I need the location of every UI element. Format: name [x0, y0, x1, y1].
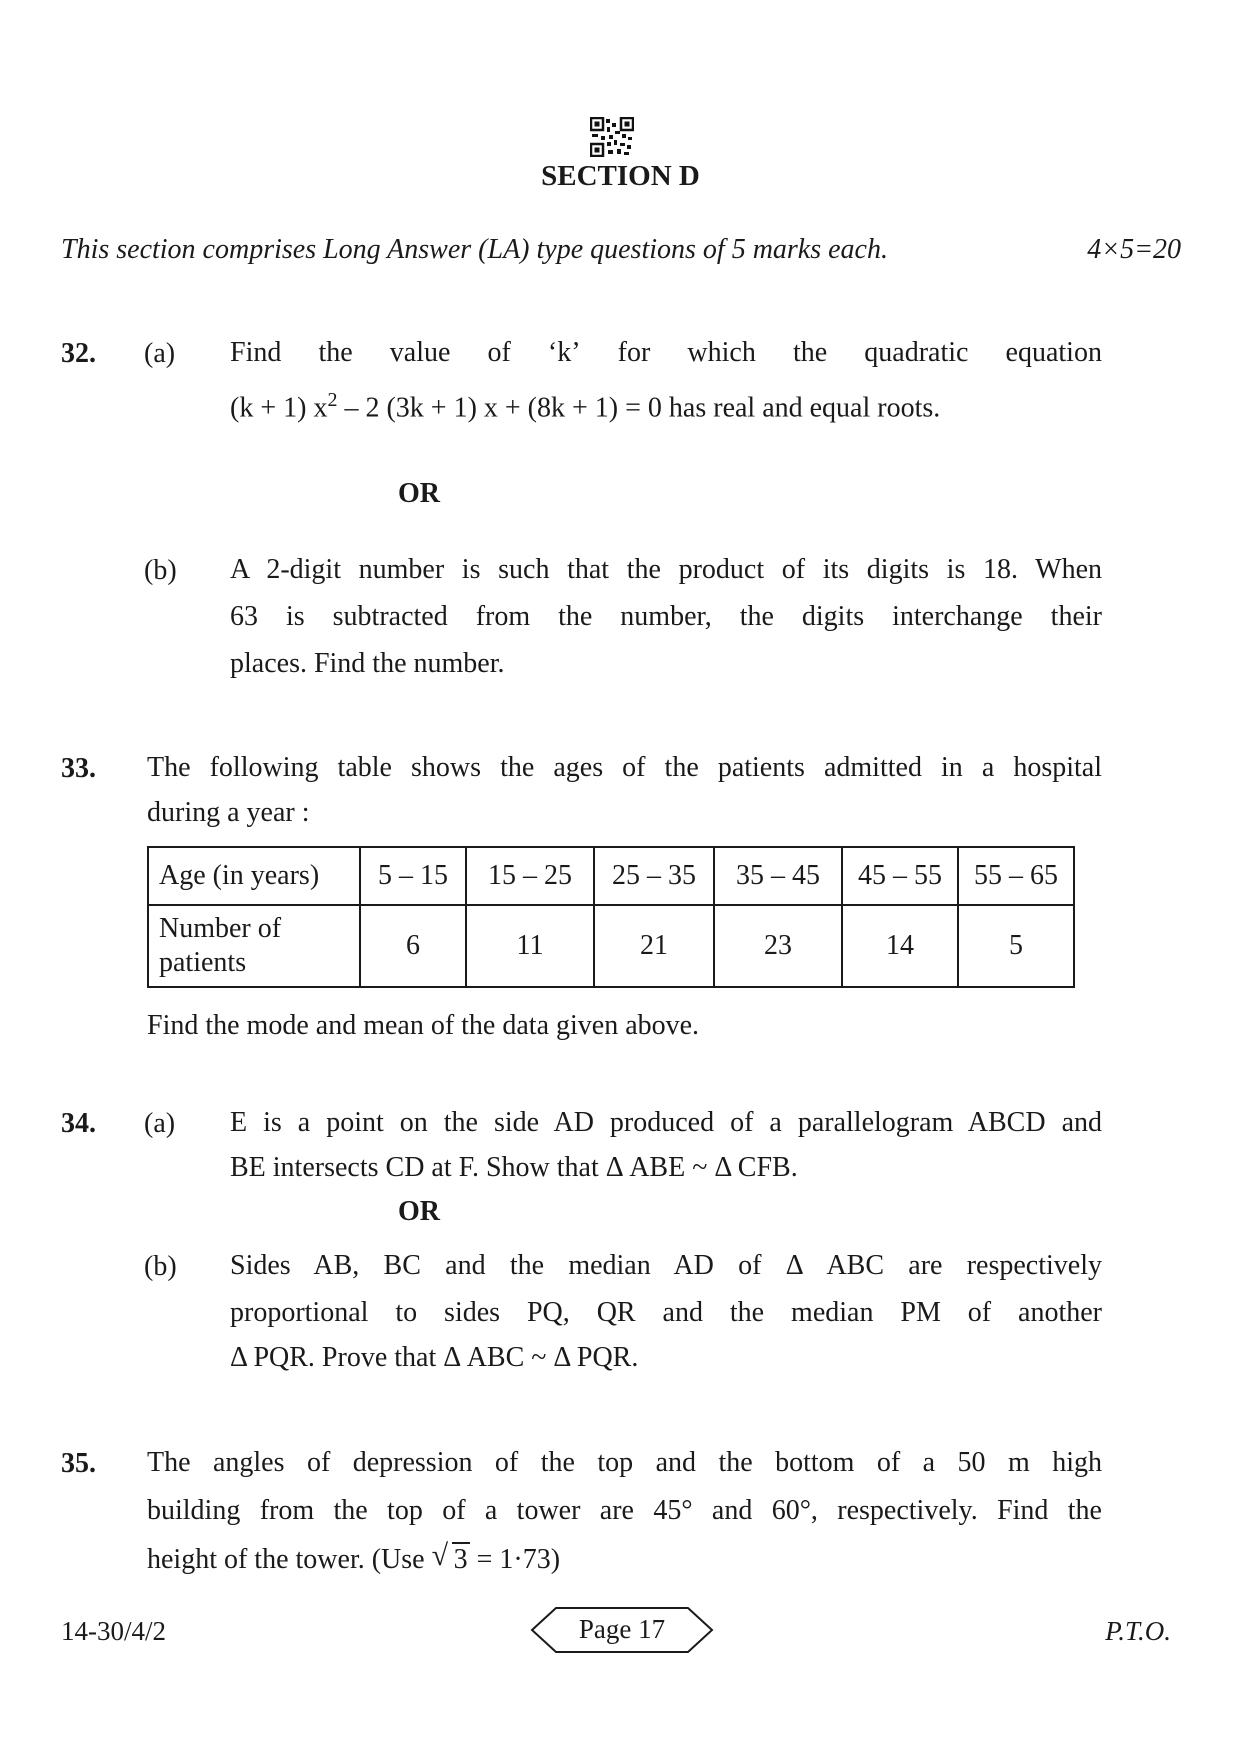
q34-or: OR	[398, 1196, 440, 1227]
table-cell: 14	[842, 905, 958, 987]
sqrt-argument: 3	[453, 1544, 468, 1575]
header-line: Number of	[159, 913, 282, 944]
word: Find	[230, 337, 282, 368]
section-marks: 4×5=20	[1087, 234, 1181, 265]
question-number-35: 35.	[61, 1448, 96, 1479]
q32-b-line2: 63 is subtracted from the number, the digits interchange their	[230, 601, 1102, 632]
q34-part-b-label: (b)	[144, 1251, 177, 1282]
q35-line3	[147, 1537, 560, 1583]
q34-b-line2: proportional to sides PQ, QR and the median PM of another	[230, 1297, 1102, 1328]
q34-b-line1: Sides AB, BC and the median AD of Δ ABC are respectively	[230, 1250, 1102, 1281]
page-number: Page 17	[578, 1614, 666, 1644]
equation-part: (k + 1) x	[230, 392, 328, 424]
table-row	[148, 905, 1074, 987]
word: the	[318, 337, 353, 368]
q35-line3-pre: height of the tower. (Use	[147, 1544, 432, 1575]
q34-part-a-label: (a)	[144, 1108, 176, 1139]
section-intro-text: This section comprises Long Answer (LA) type questions of 5 marks each.	[61, 234, 888, 265]
qr-code-icon	[590, 117, 634, 157]
table-cell: 11	[466, 905, 594, 987]
q34-b-line3: Δ PQR. Prove that Δ ABC ~ Δ PQR.	[230, 1342, 639, 1373]
table-cell: 23	[714, 905, 842, 987]
q34-a-line1: E is a point on the side AD produced of a parallelogram ABCD and	[230, 1107, 1102, 1138]
q32-a-line2	[230, 377, 940, 431]
q32-a-line1	[230, 330, 1102, 376]
word: which	[687, 337, 756, 368]
q33-line1: The following table shows the ages of the patients admitted in a hospital	[147, 752, 1102, 783]
sqrt-symbol: √	[431, 1539, 449, 1572]
page-badge-hexagon	[530, 1606, 714, 1654]
q33-after-table: Find the mode and mean of the data given above.	[147, 1010, 700, 1041]
table-cell: 15 – 25	[466, 847, 594, 905]
exponent: 2	[327, 389, 338, 411]
word: equation	[1005, 337, 1102, 368]
table-header-age: Age (in years)	[148, 847, 360, 905]
section-title: SECTION D	[541, 160, 700, 192]
q35-line2: building from the top of a tower are 45° and 60°, respectively. Find the	[147, 1495, 1102, 1526]
table-cell: 25 – 35	[594, 847, 714, 905]
q35-line1: The angles of depression of the top and the bottom of a 50 m high	[147, 1447, 1102, 1478]
table-cell: 5	[958, 905, 1074, 987]
equation-rest: – 2 (3k + 1) x + (8k + 1) = 0 has real and equal roots.	[337, 392, 941, 424]
q32-b-line3: places. Find the number.	[230, 648, 505, 679]
question-number-32: 32.	[61, 338, 96, 369]
question-number-33: 33.	[61, 753, 96, 784]
word: for	[617, 337, 651, 368]
word: ‘k’	[547, 337, 581, 368]
q35-line3-post: = 1·73)	[469, 1544, 561, 1575]
table-cell: 35 – 45	[714, 847, 842, 905]
table-cell: 21	[594, 905, 714, 987]
table-header-patients	[148, 905, 360, 987]
q32-part-b-label: (b)	[144, 555, 177, 586]
q32-b-line1: A 2-digit number is such that the product of its digits is 18. When	[230, 554, 1102, 585]
word: quadratic	[864, 337, 969, 368]
table-cell: 6	[360, 905, 466, 987]
paper-code: 14-30/4/2	[61, 1616, 166, 1646]
q32-part-a-label: (a)	[144, 338, 176, 369]
table-cell: 55 – 65	[958, 847, 1074, 905]
sqrt-expression	[432, 1537, 470, 1583]
word: the	[792, 337, 828, 368]
q33-line2: during a year :	[147, 797, 310, 828]
word: of	[487, 337, 511, 368]
table-cell: 45 – 55	[842, 847, 958, 905]
table-row	[148, 847, 1074, 905]
q32-or: OR	[398, 478, 440, 509]
word: value	[389, 337, 451, 368]
q34-a-line2: BE intersects CD at F. Show that Δ ABE ~ Δ CFB.	[230, 1152, 798, 1183]
section-intro	[61, 234, 1181, 266]
question-number-34: 34.	[61, 1108, 96, 1139]
pto-label: P.T.O.	[1105, 1616, 1171, 1646]
header-line: patients	[159, 947, 247, 978]
patients-age-table	[147, 846, 1075, 988]
table-cell: 5 – 15	[360, 847, 466, 905]
